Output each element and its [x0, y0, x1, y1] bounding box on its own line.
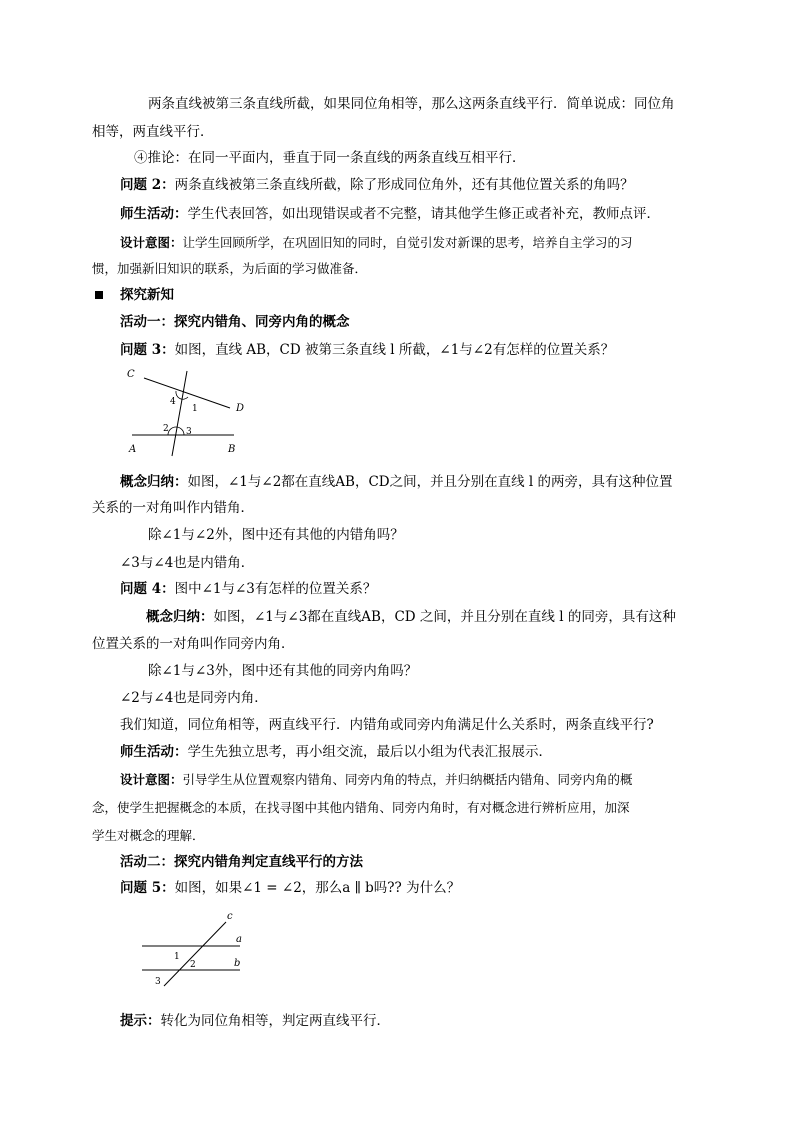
- angle-label-4: 4: [170, 397, 176, 407]
- question-4-label: 问题 4：: [120, 581, 175, 597]
- label-d: D: [236, 403, 245, 414]
- angle-label-2: 2: [163, 424, 169, 434]
- know-statement: 我们知道，同位角相等，两直线平行．内错角或同旁内角满足什么关系时，两条直线平行?: [120, 717, 654, 733]
- angle-label-1: 1: [192, 404, 198, 414]
- para-1-line2: 相等，两直线平行．: [92, 124, 214, 140]
- question-2-label: 问题 2：: [120, 177, 175, 193]
- teacher-student-activity-1: [120, 204, 660, 224]
- question-4-text: 图中∠1与∠3有怎样的位置关系？: [174, 581, 377, 597]
- question-3-text: 如图，直线 AB，CD 被第三条直线 l 所截，∠1与∠2有怎样的位置关系？: [174, 342, 615, 358]
- design-intent-1-line2: 惯，加强新旧知识的联系，为后面的学习做准备．: [92, 261, 368, 276]
- ts-label-2: 师生活动：: [120, 744, 188, 760]
- corollary: ④推论：在同一平面内，垂直于同一条直线的两条直线互相平行．: [134, 150, 526, 166]
- extra-question-1: 除∠1与∠2外，图中还有其他的内错角吗？: [148, 527, 404, 543]
- concept-1-label: 概念归纳：: [120, 474, 188, 490]
- extra-answer-2: ∠2与∠4也是同旁内角．: [120, 690, 268, 706]
- question-3: [120, 340, 614, 360]
- question-4: [120, 579, 376, 599]
- hint: [120, 1011, 390, 1031]
- teacher-student-activity-2: [120, 742, 552, 762]
- concept-2-line2: 位置关系的一对角叫作同旁内角．: [92, 636, 295, 652]
- activity-1-title: 活动一：探究内错角、同旁内角的概念: [120, 314, 350, 330]
- angle-label-2: 2: [190, 960, 196, 970]
- design-label-2: 设计意图：: [120, 772, 183, 787]
- label-b-line: b: [234, 958, 241, 969]
- hint-text: 转化为同位角相等，判定两直线平行．: [160, 1013, 390, 1029]
- design-intent-1: [120, 233, 633, 253]
- label-b: B: [228, 444, 236, 455]
- label-c: C: [127, 369, 135, 380]
- hint-label: 提示：: [120, 1013, 161, 1029]
- extra-answer-1: ∠3与∠4也是内错角．: [120, 555, 255, 571]
- label-a: A: [129, 444, 137, 455]
- para-1-line1: 两条直线被第三条直线所截，如果同位角相等，那么这两条直线平行．简单说成：同位角: [148, 96, 675, 112]
- question-5: [120, 878, 460, 898]
- design-intent-2: [120, 770, 633, 790]
- label-c-line: c: [227, 911, 233, 922]
- line-l: [172, 371, 187, 456]
- ts-text-1: 学生代表回答，如出现错误或者不完整，请其他学生修正或者补充，教师点评．: [187, 206, 660, 222]
- concept-2-label: 概念归纳：: [146, 609, 214, 625]
- design-text-1: 让学生回顾所学，在巩固旧知的同时，自觉引发对新课的思考，培养自主学习的习: [182, 235, 633, 250]
- design-text-2: 引导学生从位置观察内错角、同旁内角的特点，并归纳概括内错角、同旁内角的概: [182, 772, 633, 787]
- section-title: 探究新知: [120, 287, 174, 303]
- design-label-1: 设计意图：: [120, 235, 183, 250]
- concept-1-line2: 关系的一对角叫作内错角．: [92, 500, 254, 516]
- ts-text-2: 学生先独立思考，再小组交流，最后以小组为代表汇报展示．: [187, 744, 552, 760]
- question-5-label: 问题 5：: [120, 880, 175, 896]
- angle-label-3: 3: [186, 427, 192, 437]
- concept-2-text: 如图，∠1与∠3都在直线AB，CD 之间，并且分别在直线 l 的同旁，具有这种: [213, 609, 676, 625]
- question-2: [120, 175, 634, 195]
- design-intent-2-line3: 学生对概念的理解．: [92, 828, 205, 843]
- question-5-text: 如图，如果∠1 = ∠2，那么a ∥ b吗?? 为什么？: [174, 880, 461, 896]
- ts-label-1: 师生活动：: [120, 206, 188, 222]
- label-a-line: a: [236, 934, 242, 945]
- question-2-text: 两条直线被第三条直线所截，除了形成同位角外，还有其他位置关系的角吗？: [174, 177, 634, 193]
- extra-question-2: 除∠1与∠3外，图中还有其他的同旁内角吗？: [148, 663, 418, 679]
- activity-2-title: 活动二：探究内错角判定直线平行的方法: [120, 854, 363, 870]
- angle-label-3: 3: [155, 977, 161, 987]
- figure-2: [140, 908, 270, 988]
- figure-1: [124, 364, 264, 459]
- design-intent-2-line2: 念，使学生把握概念的本质，在找寻图中其他内错角、同旁内角时，有对概念进行辨析应用，加深: [92, 800, 630, 815]
- section-bullet: [95, 291, 103, 299]
- concept-1: [120, 472, 673, 492]
- question-3-label: 问题 3：: [120, 342, 175, 358]
- concept-2: [146, 607, 676, 627]
- line-cd: [144, 378, 230, 408]
- angle-label-1: 1: [174, 952, 180, 962]
- concept-1-text: 如图，∠1与∠2都在直线AB，CD之间，并且分别在直线 l 的两旁，具有这种位置: [187, 474, 673, 490]
